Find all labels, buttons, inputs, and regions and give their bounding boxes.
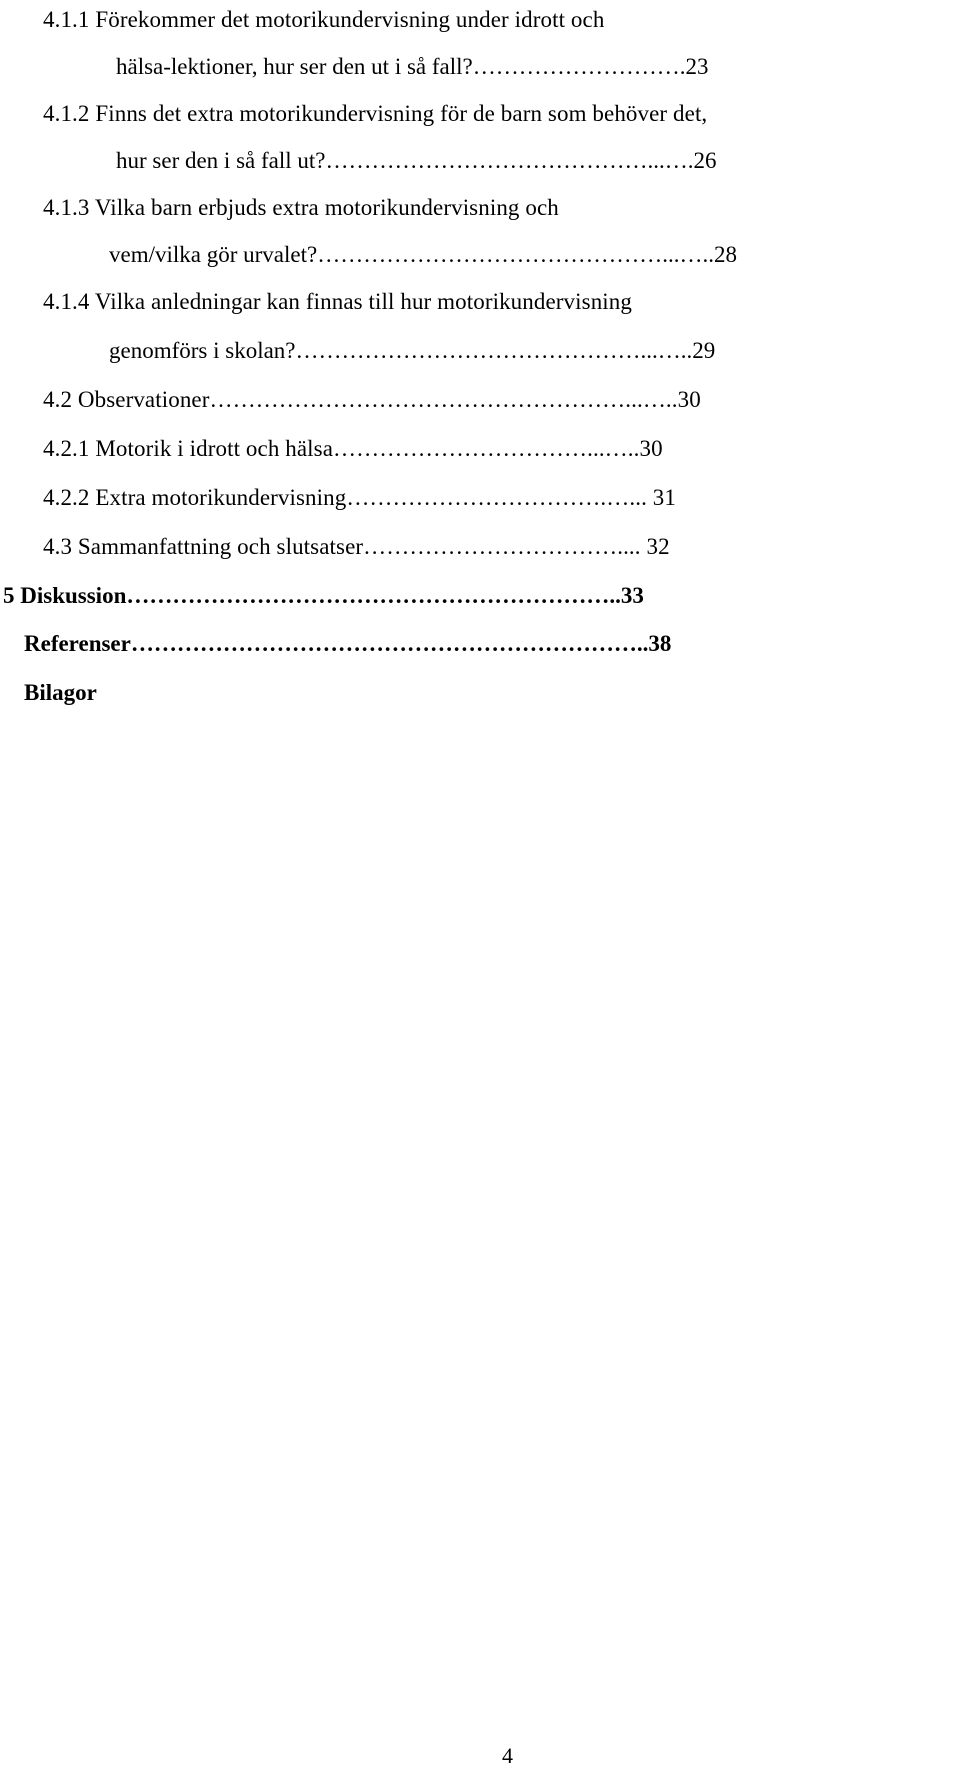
toc-entry-4-3: 4.3 Sammanfattning och slutsatser…………………………….... 32 [43, 534, 670, 559]
toc-entry-4-1-2-line-1: 4.1.2 Finns det extra motorikundervisning för de barn som behöver det, [43, 101, 708, 126]
toc-entry-4-1-3-line-2: vem/vilka gör urvalet?………………………………………...…..28 [109, 242, 737, 267]
page-number: 4 [502, 1743, 513, 1768]
toc-entry-4-2-1: 4.2.1 Motorik i idrott och hälsa……………………………...…..30 [43, 436, 663, 461]
toc-entry-referenser: Referenser…………………………………………………………..38 [24, 631, 672, 656]
toc-entry-4-2: 4.2 Observationer………………………………………………...…..30 [43, 387, 701, 412]
toc-entry-4-1-2-line-2: hur ser den i så fall ut?……………………………………...….26 [116, 148, 717, 173]
toc-entry-4-1-4-line-1: 4.1.4 Vilka anledningar kan finnas till hur motorikundervisning [43, 289, 632, 314]
toc-entry-4-1-1-line-2: hälsa-lektioner, hur ser den ut i så fall?……………………….23 [116, 54, 709, 79]
toc-entry-4-1-1-line-1: 4.1.1 Förekommer det motorikundervisning under idrott och [43, 7, 605, 32]
toc-entry-4-1-4-line-2: genomförs i skolan?………………………………………...…..29 [109, 338, 716, 363]
toc-entry-bilagor: Bilagor [24, 680, 97, 705]
toc-entry-4-2-2: 4.2.2 Extra motorikundervisning…………………………….…... 31 [43, 485, 676, 510]
toc-entry-4-1-3-line-1: 4.1.3 Vilka barn erbjuds extra motorikundervisning och [43, 195, 559, 220]
toc-entry-5-diskussion: 5 Diskussion………………………………………………………..33 [3, 583, 644, 608]
